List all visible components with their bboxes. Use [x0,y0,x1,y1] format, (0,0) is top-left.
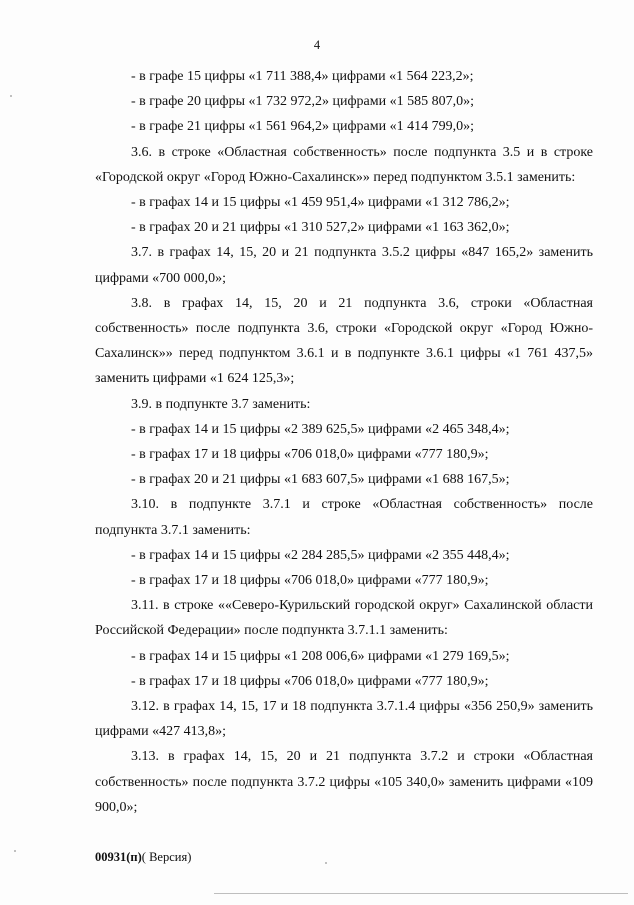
amendment-item: - в графах 14 и 15 цифры «2 284 285,5» цифрами «2 355 448,4»; [131,547,510,563]
clause-paragraph: 3.13. в графах 14, 15, 20 и 21 подпункта 3.7.2 и строки «Областная собственность» после подпункта 3.7.2 цифры «105 340,0» заменить цифрами «109 900,0»; [95,749,593,815]
document-version: ( Версия) [141,850,192,864]
amendment-item: - в графах 14 и 15 цифры «2 389 625,5» цифрами «2 465 348,4»; [131,421,510,437]
scan-speck [14,850,16,852]
amendment-item: - в графе 20 цифры «1 732 972,2» цифрами «1 585 807,0»; [131,94,474,110]
scan-speck [325,862,327,864]
scan-artifact-line [214,893,628,894]
clause-paragraph: 3.12. в графах 14, 15, 17 и 18 подпункта 3.7.1.4 цифры «356 250,9» заменить цифрами «427 413,8»; [95,699,593,740]
clause-paragraph: 3.11. в строке ««Северо-Курильский городской округ» Сахалинской области Российской Федерации» после подпункта 3.7.1.1 заменить: [95,598,593,639]
clause-paragraph: 3.7. в графах 14, 15, 20 и 21 подпункта 3.5.2 цифры «847 165,2» заменить цифрами «700 000,0»; [95,245,593,286]
scan-speck [10,95,12,97]
clause-paragraph: 3.8. в графах 14, 15, 20 и 21 подпункта 3.6, строки «Областная собственность» после подпункта 3.6, строки «Городской округ «Город Южно-Сахалинск»» перед подпунктом 3.6.1 и в подпункте 3.6.1 цифры «1 761 437,5» заменить цифрами «1 624 125,3»; [95,295,593,387]
clause-paragraph: 3.6. в строке «Областная собственность» после подпункта 3.5 и в строке «Городской округ «Город Южно-Сахалинск»» перед подпунктом 3.5.1 заменить: [95,144,593,185]
clause-paragraph: 3.9. в подпункте 3.7 заменить: [131,396,311,412]
amendment-item: - в графах 17 и 18 цифры «706 018,0» цифрами «777 180,9»; [131,447,489,463]
document-code: 00931(п) [95,850,142,864]
document-footer [95,850,191,865]
amendment-item: - в графе 15 цифры «1 711 388,4» цифрами «1 564 223,2»; [131,69,474,84]
amendment-item: - в графах 20 и 21 цифры «1 310 527,2» цифрами «1 163 362,0»; [131,220,510,236]
document-body [95,64,593,820]
page-number: 4 [313,38,321,52]
amendment-item: - в графе 21 цифры «1 561 964,2» цифрами «1 414 799,0»; [131,119,474,135]
amendment-item: - в графах 14 и 15 цифры «1 208 006,6» цифрами «1 279 169,5»; [131,648,510,664]
amendment-item: - в графах 17 и 18 цифры «706 018,0» цифрами «777 180,9»; [131,573,489,589]
clause-paragraph: 3.10. в подпункте 3.7.1 и строке «Областная собственность» после подпункта 3.7.1 заменить: [95,497,593,538]
amendment-item: - в графах 20 и 21 цифры «1 683 607,5» цифрами «1 688 167,5»; [131,472,510,488]
amendment-item: - в графах 17 и 18 цифры «706 018,0» цифрами «777 180,9»; [131,673,489,689]
amendment-item: - в графах 14 и 15 цифры «1 459 951,4» цифрами «1 312 786,2»; [131,195,510,211]
